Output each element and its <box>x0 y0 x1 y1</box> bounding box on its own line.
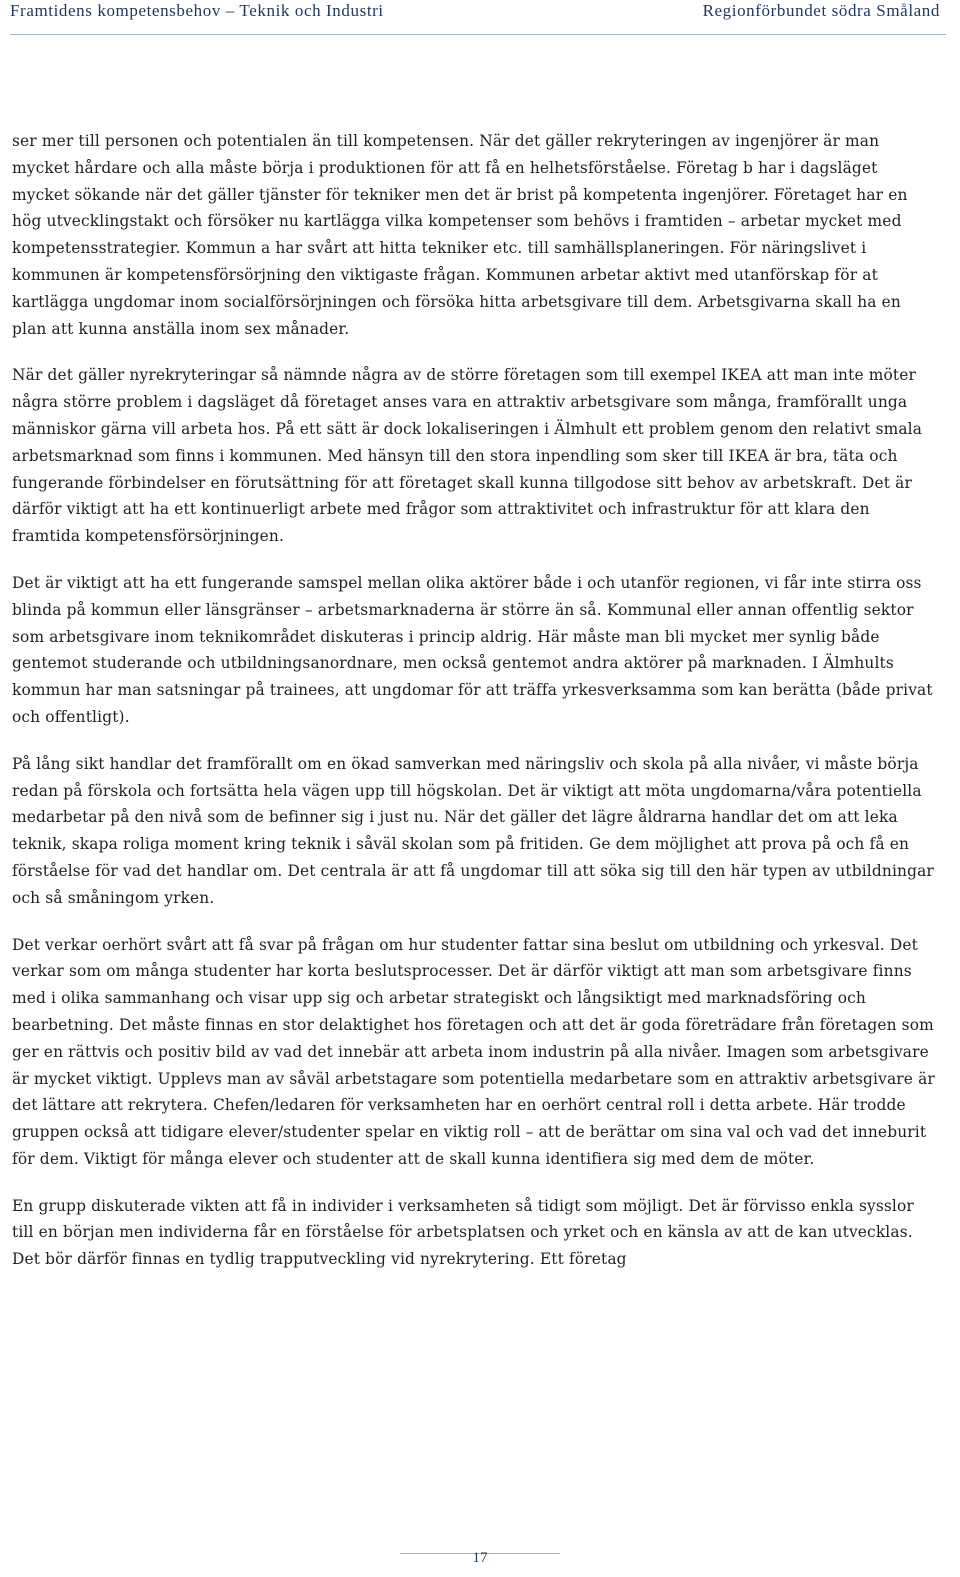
paragraph: När det gäller nyrekryteringar så nämnde några av de större företagen som till exempel IKEA att man inte möter några större problem i dagsläget då företaget anses vara en attraktiv arbetsgivare som många, framförallt unga människor gärna vill arbeta hos. På ett sätt är dock lokaliseringen i Älmhult ett problem genom den relativt smala arbetsmarknad som finns i kommunen. Med hänsyn till den stora inpendling som sker till IKEA är bra, täta och fungerande förbindelser en förutsättning för att företaget skall kunna tillgodose sitt behov av arbetskraft. Det är därför viktigt att ha ett kontinuerligt arbete med frågor som attraktivitet och infrastruktur för att klara den framtida kompetensförsörjningen. <box>12 366 923 546</box>
paragraph: Det är viktigt att ha ett fungerande samspel mellan olika aktörer både i och utanför regionen, vi får inte stirra oss blinda på kommun eller länsgränser – arbetsmarknaderna är större än så. Kommunal eller annan offentlig sektor som arbetsgivare inom teknikområdet diskuteras i princip aldrig. Här måste man bli mycket mer synlig både gentemot studerande och utbildningsanordnare, men också gentemot andra aktörer på marknaden. I Älmhults kommun har man satsningar på trainees, att ungdomar för att träffa yrkesverksamma som kan berätta (både privat och offentligt). <box>12 573 933 726</box>
paragraph: En grupp diskuterade vikten att få in individer i verksamheten så tidigt som möjligt. Det är förvisso enkla sysslor till en början men individerna får en förståelse för arbetsplatsen och yrket och en känsla av att de kan utvecklas. Det bör därför finnas en tydlig trapputveckling vid nyrekrytering. Ett företag <box>12 1196 914 1269</box>
body-text <box>12 128 938 1293</box>
page-header <box>10 0 946 35</box>
paragraph: På lång sikt handlar det framförallt om en ökad samverkan med näringsliv och skola på alla nivåer, vi måste börja redan på förskola och fortsätta hela vägen upp till högskolan. Det är viktigt att möta ungdomarna/våra potentiella medarbetar på den nivå som de befinner sig i just nu. När det gäller det lägre åldrarna handlar det om att leka teknik, skapa roliga moment kring teknik i såväl skolan som på fritiden. Ge dem möjlighet att prova på och få en förståelse för vad det handlar om. Det centrala är att få ungdomar till att söka sig till den här typen av utbildningar och så småningom yrken. <box>12 754 934 907</box>
header-document-title: Framtidens kompetensbehov – Teknik och Industri <box>10 1 384 20</box>
paragraph: ser mer till personen och potentialen än till kompetensen. När det gäller rekryteringen av ingenjörer är man mycket hårdare och alla måste börja i produktionen för att få en helhetsförståelse. Företag b har i dagsläget mycket sökande när det gäller tjänster för tekniker men det är brist på kompetenta ingenjörer. Företaget har en hög utvecklingstakt och försöker nu kartlägga vilka kompetenser som behövs i framtiden – arbetar mycket med kompetensstrategier. Kommun a har svårt att hitta tekniker etc. till samhällsplaneringen. För näringslivet i kommunen är kompetensförsörjning den viktigaste frågan. Kommunen arbetar aktivt med utanförskap för at kartlägga ungdomar inom socialförsörjningen och försöka hitta arbetsgivare till dem. Arbetsgivarna skall ha en plan att kunna anställa inom sex månader. <box>12 132 908 338</box>
page-number: 17 <box>472 1550 488 1566</box>
header-organization: Regionförbundet södra Småland <box>702 1 940 20</box>
paragraph: Det verkar oerhört svårt att få svar på frågan om hur studenter fattar sina beslut om utbildning och yrkesval. Det verkar som om många studenter har korta beslutsprocesser. Det är därför viktigt att man som arbetsgivare finns med i olika sammanhang och visar upp sig och arbetar strategiskt och långsiktigt med marknadsföring och bearbetning. Det måste finnas en stor delaktighet hos företagen och att det är goda företrädare från företagen som ger en rättvis och positiv bild av vad det innebär att arbeta inom industrin på alla nivåer. Imagen som arbetsgivare är mycket viktigt. Upplevs man av såväl arbetstagare som potentiella medarbetare som en attraktiv arbetsgivare är det lättare att rekrytera. Chefen/ledaren för verksamheten har en oerhört central roll i detta arbete. Här trodde gruppen också att tidigare elever/studenter spelar en viktig roll – att de berättar om sina val och vad det inneburit för dem. Viktigt för många elever och studenter att de skall kunna identifiera sig med dem de möter. <box>12 935 935 1168</box>
